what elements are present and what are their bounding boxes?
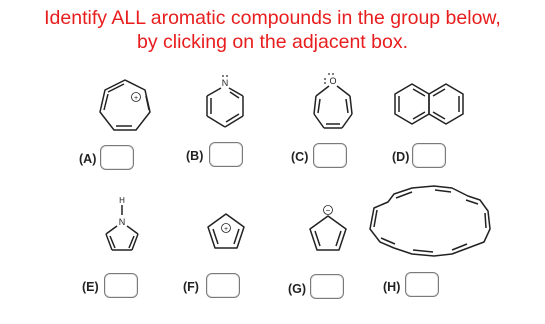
label-b: (B) [186,149,204,163]
instruction-line-1: Identify ALL aromatic compounds in the group below, [44,7,501,29]
answer-box-b[interactable] [209,142,243,167]
structure-f-cyclopentadienyl-cation [205,212,247,254]
label-g: (G) [288,282,307,296]
answer-box-h[interactable] [405,272,439,297]
heteroatom-c: O [329,76,337,86]
heteroatom-e: N [118,217,126,227]
charge-symbol-a: + [133,95,139,102]
substituent-e: H [119,196,125,205]
label-a: (A) [79,152,97,166]
answer-box-e[interactable] [104,273,138,298]
label-h: (H) [383,280,401,294]
instruction-text [0,6,545,54]
answer-box-d[interactable] [412,143,446,168]
instruction-line-2: by clicking on the adjacent box. [136,31,408,53]
heteroatom-b: N [221,78,229,88]
structure-a-tropylium [88,76,160,146]
structure-d-naphthalene [392,82,470,134]
structure-c-oxepine [310,68,356,134]
answer-box-c[interactable] [313,143,347,168]
charge-symbol-f: + [223,226,229,233]
answer-box-g[interactable] [310,274,344,299]
label-f: (F) [183,280,199,294]
answer-box-a[interactable] [100,145,134,170]
charge-symbol-g: − [325,206,331,215]
answer-box-f[interactable] [206,273,240,298]
label-d: (D) [392,150,410,164]
structure-h-annulene [364,184,496,260]
label-c: (C) [291,150,309,164]
structure-e-pyrrole [102,195,142,259]
label-e: (E) [82,280,99,294]
structure-b-pyridine [203,72,247,136]
structure-g-cyclopentadienyl-anion [307,204,349,256]
